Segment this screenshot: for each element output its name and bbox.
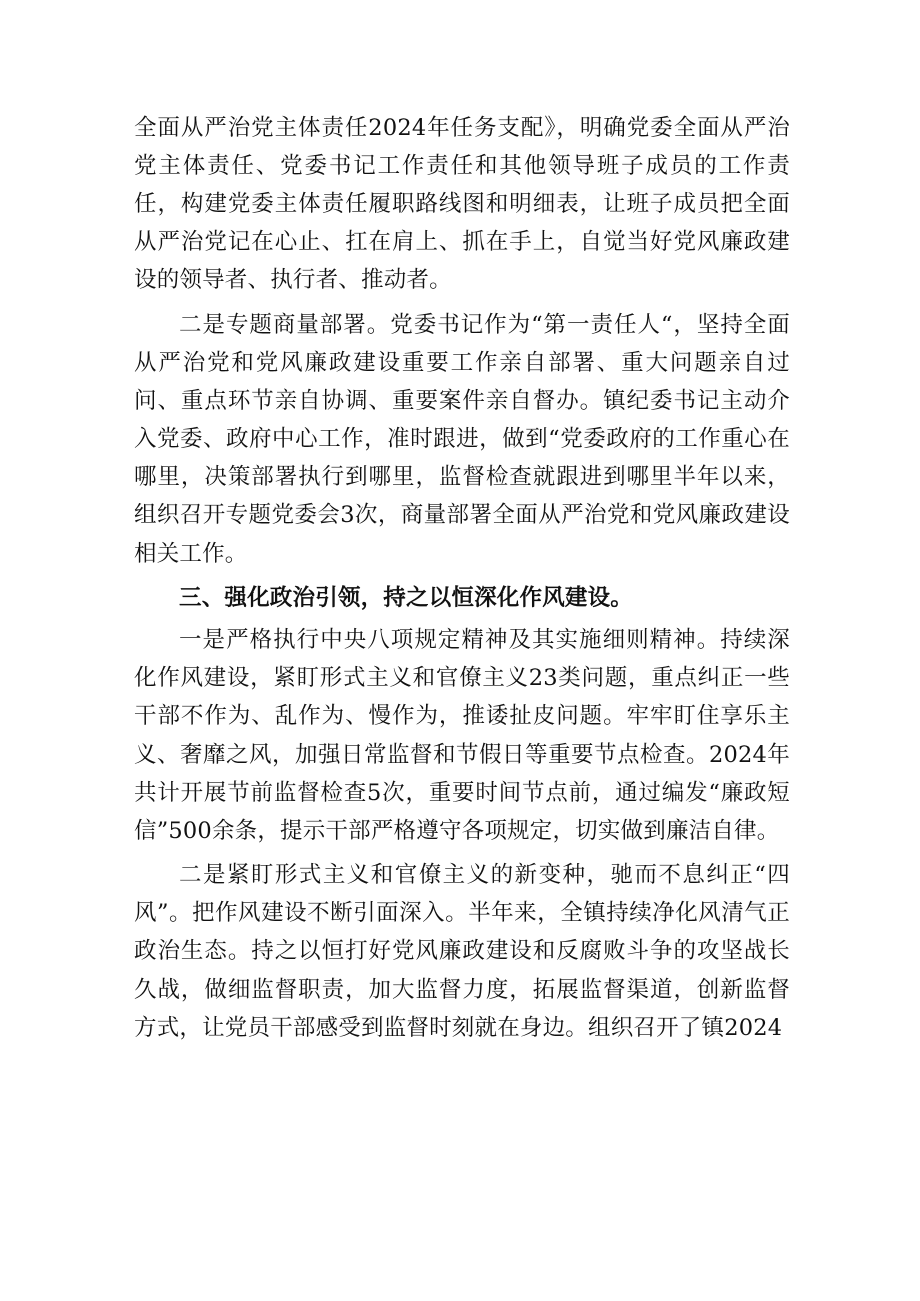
paragraph-continuation: 全面从严治党主体责任2024年任务支配》，明确党委全面从严治党主体责任、党委书记工作责任和其他领导班子成员的工作责任，构建党委主体责任履职路线图和明细表，让班子成员把全面从严治党记在心止、扛在肩上、抓在手上，自觉当好党风廉政建设的领导者、执行者、推动者。 bbox=[134, 115, 790, 294]
paragraph-topic-deployment: 二是专题商量部署。党委书记作为“第一责任人“，坚持全面从严治党和党风廉政建设重要工作亲自部署、重大问题亲自过问、重点环节亲自协调、重要案件亲自督办。镇纪委书记主动介入党委、政府中心工作，准时跟进，做到“党委政府的工作重心在哪里，决策部署执行到哪里，监督检查就跟进到哪里半年以来，组织召开专题党委会3次，商量部署全面从严治党和党风廉政建设相关工作。 bbox=[134, 311, 790, 567]
paragraph-four-winds: 二是紧盯形式主义和官僚主义的新变种，驰而不息纠正“四风”。把作风建设不断引面深入。半年来，全镇持续净化风清气正政治生态。持之以恒打好党风廉政建设和反腐败斗争的攻坚战长久战，做细监督职责，加大监督力度，拓展监督渠道，创新监督方式，让党员干部感受到监督时刻就在身边。组织召开了镇2024 bbox=[134, 862, 790, 1041]
document-body bbox=[134, 109, 790, 1053]
section-heading-3: 三、强化政治引领，持之以恒深化作风建设。 bbox=[179, 585, 634, 612]
paragraph-eight-rules: 一是严格执行中央八项规定精神及其实施细则精神。持续深化作风建设，紧盯形式主义和官僚主义23类问题，重点纠正一些干部不作为、乱作为、慢作为，推诿扯皮问题。牢牢盯住享乐主义、奢靡之风，加强日常监督和节假日等重要节点检查。2024年共计开展节前监督检查5次，重要时间节点前，通过编发“廉政短信”500余条，提示干部严格遵守各项规定，切实做到廉洁自律。 bbox=[134, 627, 790, 844]
